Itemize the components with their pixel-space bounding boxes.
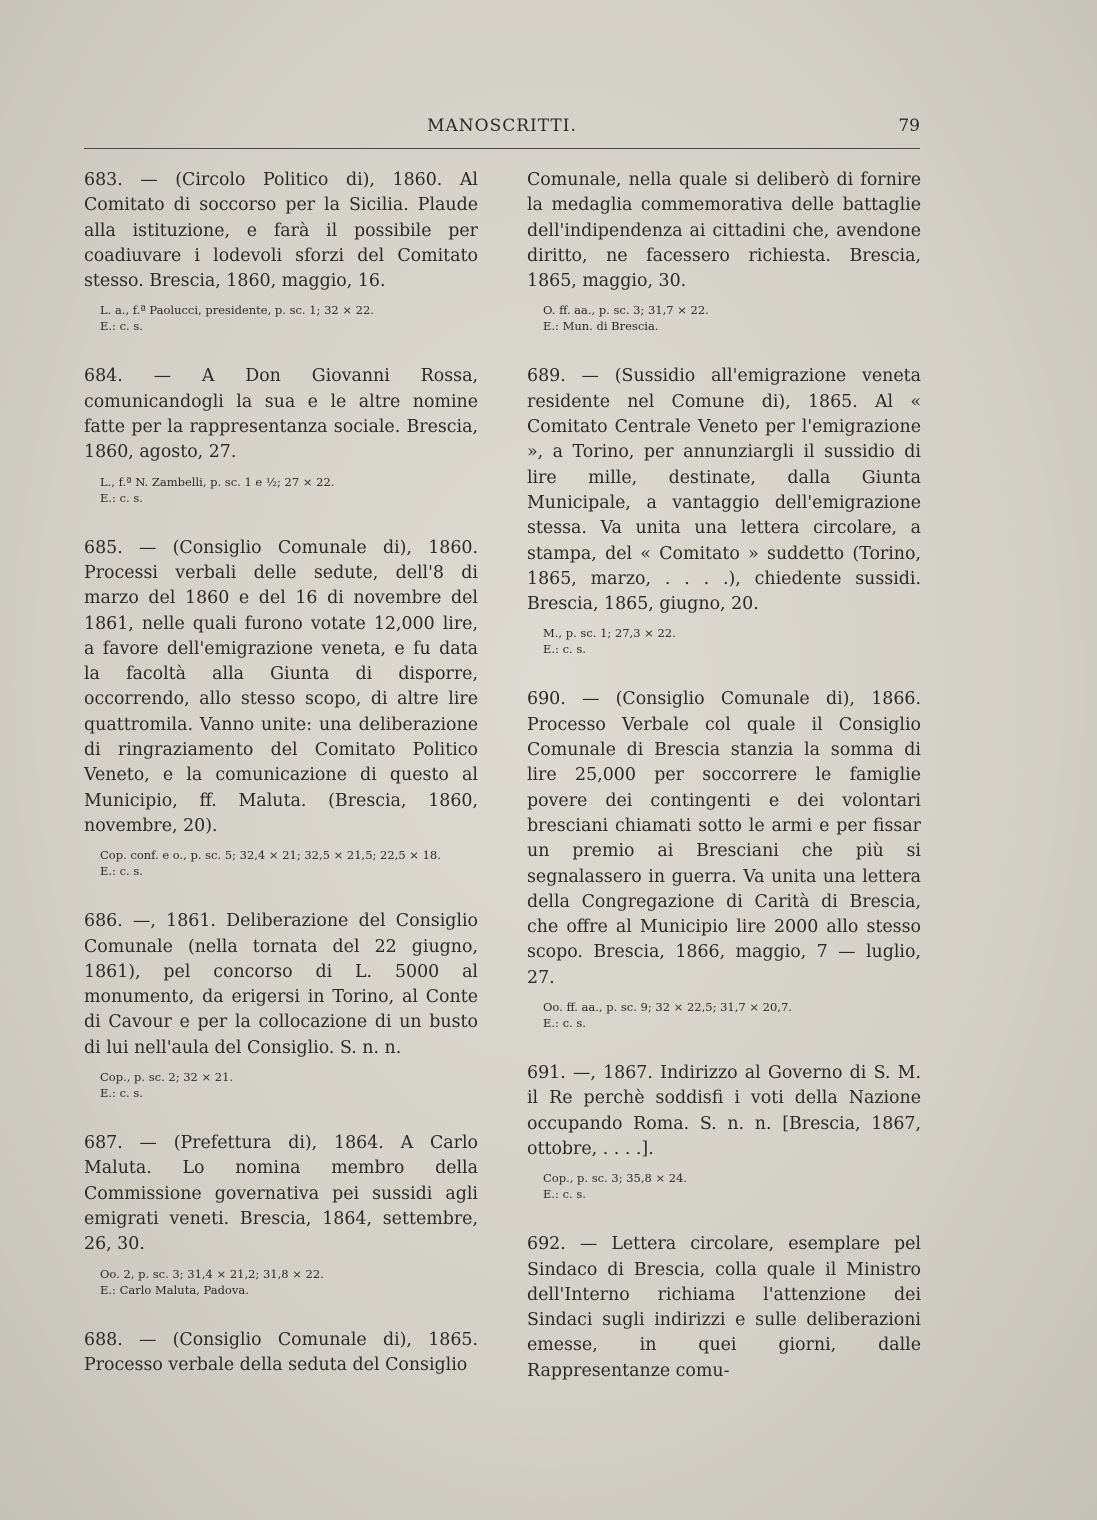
entry-691 (527, 1061, 921, 1202)
entry-meta (543, 302, 921, 334)
entry-meta-line: E.: c. s. (543, 1187, 586, 1202)
entry-692 (527, 1232, 921, 1384)
entry-685 (84, 536, 478, 880)
entry-meta-line: Cop., p. sc. 2; 32 × 21. (100, 1070, 234, 1085)
entry-text: 685. — (Consiglio Comunale di), 1860. Processi verbali delle sedute, dell'8 di marzo del 1860 e del 16 di novembre del 1861, nelle quali furono votate 12,000 lire, a favore dell'emigrazione veneta, e fu data la facoltà alla Giunta di disporre, occorrendo, allo stesso scopo, di altre lire quattromila. Vanno unite: una deliberazione di ringraziamento del Comitato Politico Veneto, e la comunicazione di questo al Municipio, ff. Maluta. (Brescia, 1860, novembre, 20). (84, 537, 478, 836)
right-column (527, 168, 921, 1414)
entry-meta-line: Cop. conf. e o., p. sc. 5; 32,4 × 21; 32,5 × 21,5; 22,5 × 18. (100, 848, 441, 863)
entry-meta-line: Oo. 2, p. sc. 3; 31,4 × 21,2; 31,8 × 22. (100, 1266, 324, 1281)
entry-meta-line: L., f.ª N. Zambelli, p. sc. 1 e ½; 27 × 22. (100, 474, 335, 489)
entry-690 (527, 687, 921, 1031)
page-number: 79 (898, 116, 920, 136)
entry-meta-line: L. a., f.ª Paolucci, presidente, p. sc. 1; 32 × 22. (100, 303, 374, 318)
entry-meta-line: O. ff. aa., p. sc. 3; 31,7 × 22. (543, 303, 709, 318)
entry-meta-line: E.: c. s. (100, 864, 143, 879)
entry-683 (84, 168, 478, 334)
entry-meta (100, 474, 478, 506)
entry-meta (543, 1170, 921, 1202)
entry-text: 691. —, 1867. Indirizzo al Governo di S. M. il Re perchè soddisfi i voti della Nazione occupando Roma. S. n. n. [Brescia, 1867, ottobre, . . . .]. (527, 1063, 921, 1159)
entry-686 (84, 909, 478, 1101)
entry-meta (100, 1069, 478, 1101)
entry-meta (100, 1266, 478, 1298)
entry-meta-line: Oo. ff. aa., p. sc. 9; 32 × 22,5; 31,7 × 20,7. (543, 1000, 792, 1015)
entry-684 (84, 364, 478, 505)
entry-text: 688. — (Consiglio Comunale di), 1865. Processo verbale della seduta del Consiglio (84, 1329, 478, 1375)
left-column (84, 168, 478, 1408)
entry-meta-line: E.: Carlo Maluta, Padova. (100, 1282, 249, 1297)
entry-meta-line: E.: c. s. (543, 1016, 586, 1031)
entry-meta-line: E.: Mun. di Brescia. (543, 319, 659, 334)
entry-meta-line: E.: c. s. (543, 642, 586, 657)
entry-text: 683. — (Circolo Politico di), 1860. Al Comitato di soccorso per la Sicilia. Plaude alla istituzione, e farà il possibile per coadiuvare i lodevoli sforzi del Comitato stesso. Brescia, 1860, maggio, 16. (84, 170, 478, 292)
entry-meta (100, 302, 478, 334)
running-title: MANOSCRITTI. (427, 116, 577, 136)
entry-meta (543, 999, 921, 1031)
entry-meta-line: E.: c. s. (100, 1086, 143, 1101)
entry-meta (543, 625, 921, 657)
entry-meta-line: E.: c. s. (100, 319, 143, 334)
entry-688-continued (527, 168, 921, 334)
entry-meta (100, 847, 478, 879)
entry-text: 689. — (Sussidio all'emigrazione veneta residente nel Comune di), 1865. Al « Comitato Centrale Veneto per l'emigrazione », a Torino, per annunziargli il sussidio di lire mille, destinate, dalla Giunta Municipale, a vantaggio dell'emigrazione stessa. Va unita una lettera circolare, a stampa, del « Comitato » suddetto (Torino, 1865, marzo, . . . .), chiedente sussidi. Brescia, 1865, giugno, 20. (527, 366, 921, 615)
entry-text: Comunale, nella quale si deliberò di fornire la medaglia commemorativa delle battaglie dell'indipendenza ai cittadini che, avendone diritto, ne facessero richiesta. Brescia, 1865, maggio, 30. (527, 170, 921, 292)
entry-688 (84, 1328, 478, 1379)
entry-meta-line: E.: c. s. (100, 490, 143, 505)
entry-text: 692. — Lettera circolare, esemplare pel Sindaco di Brescia, colla quale il Ministro dell'Interno richiama l'attenzione dei Sindaci sugli indirizzi e sulle deliberazioni emesse, in quei giorni, dalle Rappresentanze comu- (527, 1234, 921, 1381)
entry-meta-line: M., p. sc. 1; 27,3 × 22. (543, 626, 676, 641)
entry-meta-line: Cop., p. sc. 3; 35,8 × 24. (543, 1171, 688, 1186)
entry-text: 687. — (Prefettura di), 1864. A Carlo Maluta. Lo nomina membro della Commissione governativa pei sussidi agli emigrati veneti. Brescia, 1864, settembre, 26, 30. (84, 1133, 478, 1255)
entry-text: 684. — A Don Giovanni Rossa, comunicandogli la sua e le altre nomine fatte per la rappresentanza sociale. Brescia, 1860, agosto, 27. (84, 366, 478, 463)
entry-689 (527, 364, 921, 657)
entry-text: 686. —, 1861. Deliberazione del Consiglio Comunale (nella tornata del 22 giugno, 1861), pel concorso di L. 5000 al monumento, da erigersi in Torino, al Conte di Cavour e per la collocazione di un busto di lui nell'aula del Consiglio. S. n. n. (84, 911, 478, 1058)
entry-text: 690. — (Consiglio Comunale di), 1866. Processo Verbale col quale il Consiglio Comunale di Brescia stanzia la somma di lire 25,000 per soccorrere le famiglie povere dei contingenti e dei volontari bresciani chiamati sotto le armi e per fissar un premio ai Bresciani che più si segnalassero in guerra. Va unita una lettera della Congregazione di Carità di Brescia, che offre al Municipio lire 2000 allo stesso scopo. Brescia, 1866, maggio, 7 — luglio, 27. (527, 689, 921, 988)
page-header (84, 112, 920, 149)
entry-687 (84, 1131, 478, 1297)
